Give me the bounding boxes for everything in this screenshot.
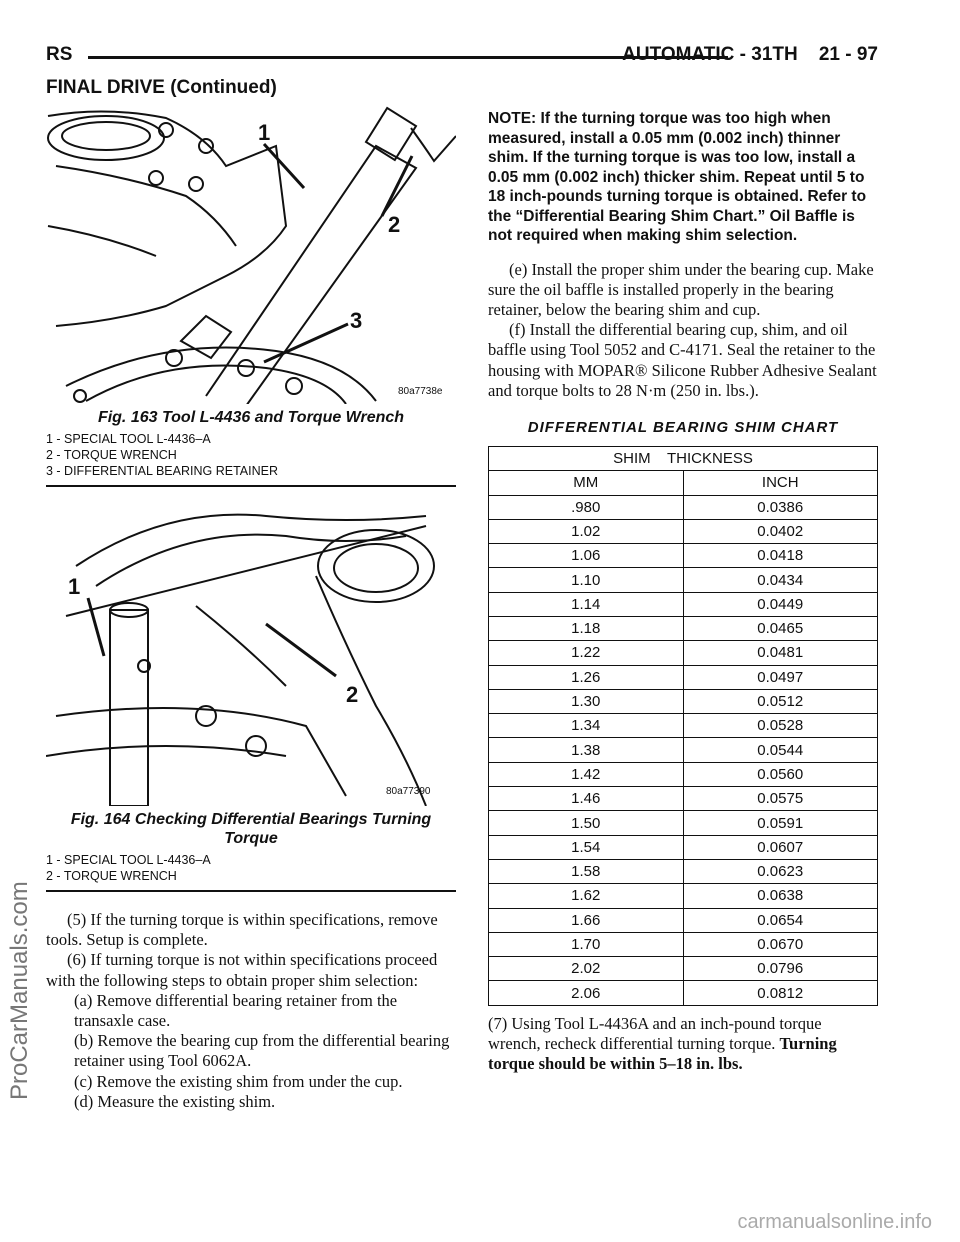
figure-163-code: 80a7738e bbox=[398, 386, 443, 397]
shim-inch-cell: 0.0418 bbox=[683, 544, 878, 568]
shim-mm-cell: 1.66 bbox=[489, 908, 684, 932]
step-c-paragraph: (c) Remove the existing shim from under the cup. bbox=[74, 1071, 403, 1091]
figure-164-legend-item: 2 - TORQUE WRENCH bbox=[46, 869, 177, 883]
shim-chart-title: DIFFERENTIAL BEARING SHIM CHART bbox=[527, 418, 839, 436]
figure-164-caption-line: Torque bbox=[224, 830, 278, 847]
figure-164-caption bbox=[46, 810, 456, 848]
side-watermark: ProCarManuals.com bbox=[6, 881, 33, 1100]
shim-mm-cell: 2.06 bbox=[489, 981, 684, 1005]
figure-163-callout-3: 3 bbox=[350, 308, 363, 333]
figure-164-callout-1: 1 bbox=[68, 574, 81, 599]
shim-inch-cell: 0.0481 bbox=[683, 641, 878, 665]
shim-inch-cell: 0.0386 bbox=[683, 495, 878, 519]
shim-inch-cell: 0.0638 bbox=[683, 884, 878, 908]
shim-mm-cell: 1.10 bbox=[489, 568, 684, 592]
left-column-text bbox=[46, 910, 456, 1112]
shim-inch-cell: 0.0449 bbox=[683, 592, 878, 616]
table-row bbox=[489, 568, 878, 592]
table-row bbox=[489, 665, 878, 689]
table-row bbox=[489, 714, 878, 738]
shim-inch-cell: 0.0654 bbox=[683, 908, 878, 932]
figure-divider bbox=[46, 485, 456, 487]
shim-mm-cell: 1.02 bbox=[489, 519, 684, 543]
figure-163-callout-2: 2 bbox=[388, 212, 401, 237]
section-title: FINAL DRIVE (Continued) bbox=[46, 77, 277, 98]
shim-inch-cell: 0.0560 bbox=[683, 762, 878, 786]
shim-inch-cell: 0.0670 bbox=[683, 932, 878, 956]
shim-mm-cell: 1.50 bbox=[489, 811, 684, 835]
step-e-paragraph: (e) Install the proper shim under the bearing cup. Make sure the oil baffle is installed properly in the bearing retainer, below the bearing shim and cup. bbox=[488, 259, 874, 319]
shim-inch-cell: 0.0812 bbox=[683, 981, 878, 1005]
shim-mm-cell: 1.54 bbox=[489, 835, 684, 859]
shim-table-body bbox=[489, 495, 878, 1005]
shim-table-title-row bbox=[489, 446, 878, 470]
shim-mm-cell: 1.46 bbox=[489, 787, 684, 811]
step-7-text: (7) Using Tool L-4436A and an inch-pound torque wrench, recheck differential turning torque. bbox=[488, 1013, 822, 1053]
note-paragraph: NOTE: If the turning torque was too high when measured, install a 0.05 mm (0.002 inch) thinner shim. If the turning torque is was too low, install a 0.05 mm (0.002 inch) thicker shim. Repeat until 5 to 18 inch-pounds turning torque is obtained. Refer to the “Differential Bearing Shim Chart.” Oil Baffle is not required when making shim selection. bbox=[488, 110, 867, 244]
column-header-mm: MM bbox=[489, 471, 684, 495]
shim-table-title: SHIM THICKNESS bbox=[489, 446, 878, 470]
shim-inch-cell: 0.0402 bbox=[683, 519, 878, 543]
figure-163-caption: Fig. 163 Tool L-4436 and Torque Wrench bbox=[97, 409, 405, 426]
shim-inch-cell: 0.0623 bbox=[683, 859, 878, 883]
table-row bbox=[489, 689, 878, 713]
table-row bbox=[489, 519, 878, 543]
table-row bbox=[489, 738, 878, 762]
shim-mm-cell: 1.38 bbox=[489, 738, 684, 762]
shim-mm-cell: 1.42 bbox=[489, 762, 684, 786]
shim-inch-cell: 0.0528 bbox=[683, 714, 878, 738]
shim-inch-cell: 0.0544 bbox=[683, 738, 878, 762]
table-row bbox=[489, 981, 878, 1005]
step-6-paragraph: (6) If turning torque is not within specifications proceed with the following steps to obtain proper shim selection: bbox=[46, 950, 438, 990]
shim-inch-cell: 0.0465 bbox=[683, 617, 878, 641]
shim-mm-cell: 1.30 bbox=[489, 689, 684, 713]
column-header-inch: INCH bbox=[683, 471, 878, 495]
shim-mm-cell: 1.70 bbox=[489, 932, 684, 956]
table-row bbox=[489, 617, 878, 641]
right-column bbox=[488, 109, 878, 1074]
shim-mm-cell: 1.18 bbox=[489, 617, 684, 641]
table-row bbox=[489, 932, 878, 956]
step-7-bold-text: Turning torque should be within 5–18 in. lbs. bbox=[488, 1033, 837, 1074]
shim-mm-cell: 1.62 bbox=[489, 884, 684, 908]
shim-inch-cell: 0.0575 bbox=[683, 787, 878, 811]
figure-163-legend-item: 2 - TORQUE WRENCH bbox=[46, 448, 177, 462]
table-row bbox=[489, 884, 878, 908]
header-section-page: AUTOMATIC - 31TH 21 - 97 bbox=[622, 44, 878, 65]
shim-mm-cell: 1.58 bbox=[489, 859, 684, 883]
table-row bbox=[489, 811, 878, 835]
shim-mm-cell: 1.14 bbox=[489, 592, 684, 616]
shim-inch-cell: 0.0434 bbox=[683, 568, 878, 592]
table-row bbox=[489, 859, 878, 883]
step-a-paragraph: (a) Remove differential bearing retainer from the transaxle case. bbox=[74, 990, 398, 1031]
table-row bbox=[489, 544, 878, 568]
figure-164-illustration bbox=[46, 506, 456, 806]
table-row bbox=[489, 908, 878, 932]
figure-163-legend-item: 3 - DIFFERENTIAL BEARING RETAINER bbox=[46, 464, 278, 478]
shim-mm-cell: 1.34 bbox=[489, 714, 684, 738]
shim-mm-cell: 1.26 bbox=[489, 665, 684, 689]
shim-inch-cell: 0.0607 bbox=[683, 835, 878, 859]
table-row bbox=[489, 957, 878, 981]
figure-163-callout-1: 1 bbox=[258, 120, 271, 145]
figure-163 bbox=[46, 106, 456, 487]
figure-163-illustration bbox=[46, 106, 456, 404]
step-5-paragraph: (5) If the turning torque is within specifications, remove tools. Setup is complete. bbox=[46, 910, 438, 950]
figure-164-code: 80a77390 bbox=[386, 786, 431, 797]
step-f-paragraph: (f) Install the differential bearing cup, shim, and oil baffle using Tool 5052 and C-4171. Seal the retainer to the housing with MOPAR® Silicone Rubber Adhesive Sealant and torque bolts to 28 N·m (250 in. lbs.). bbox=[488, 320, 877, 400]
table-row bbox=[489, 835, 878, 859]
shim-table bbox=[488, 446, 878, 1006]
figure-divider bbox=[46, 890, 456, 892]
step-b-paragraph: (b) Remove the bearing cup from the differential bearing retainer using Tool 6062A. bbox=[74, 1031, 450, 1071]
figure-163-legend-item: 1 - SPECIAL TOOL L-4436–A bbox=[46, 432, 211, 446]
step-d-paragraph: (d) Measure the existing shim. bbox=[74, 1091, 276, 1111]
table-row bbox=[489, 762, 878, 786]
figure-164 bbox=[46, 506, 456, 892]
figure-164-caption-line: Fig. 164 Checking Differential Bearings Turning bbox=[70, 811, 432, 828]
bottom-watermark: carmanualsonline.info bbox=[737, 1211, 932, 1233]
figure-164-legend bbox=[46, 852, 456, 884]
step-7-paragraph bbox=[488, 1014, 878, 1075]
table-row bbox=[489, 787, 878, 811]
table-row bbox=[489, 641, 878, 665]
shim-inch-cell: 0.0497 bbox=[683, 665, 878, 689]
table-row bbox=[489, 592, 878, 616]
shim-inch-cell: 0.0796 bbox=[683, 957, 878, 981]
shim-inch-cell: 0.0512 bbox=[683, 689, 878, 713]
figure-164-legend-item: 1 - SPECIAL TOOL L-4436–A bbox=[46, 853, 211, 867]
shim-table-header-row bbox=[489, 471, 878, 495]
shim-mm-cell: 1.22 bbox=[489, 641, 684, 665]
figure-164-callout-2: 2 bbox=[346, 682, 359, 707]
header-manual-code: RS bbox=[46, 44, 73, 65]
table-row bbox=[489, 495, 878, 519]
shim-inch-cell: 0.0591 bbox=[683, 811, 878, 835]
shim-mm-cell: .980 bbox=[489, 495, 684, 519]
shim-mm-cell: 2.02 bbox=[489, 957, 684, 981]
figure-163-legend bbox=[46, 431, 456, 479]
shim-mm-cell: 1.06 bbox=[489, 544, 684, 568]
